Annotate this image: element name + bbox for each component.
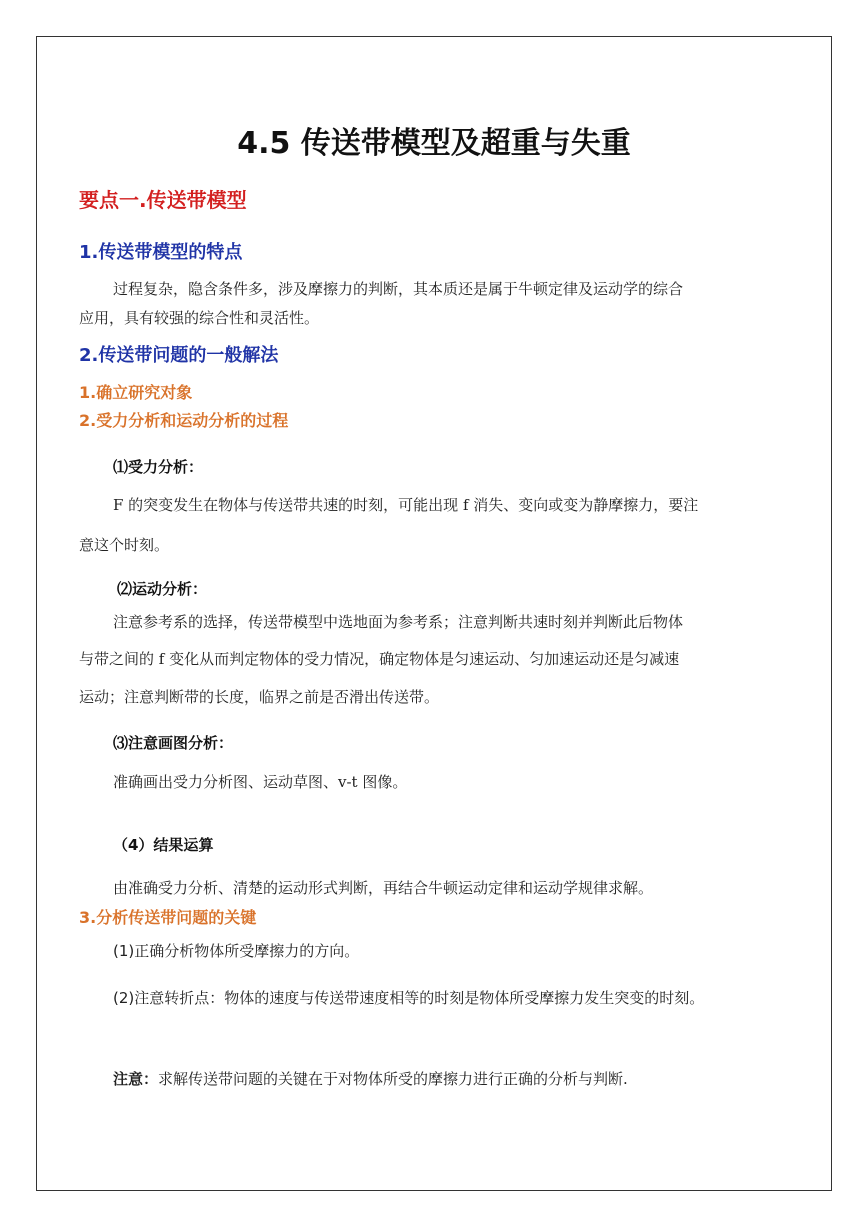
note: [113, 1068, 628, 1089]
paragraph-line: 意这个时刻。: [79, 536, 170, 554]
step-heading-3: 3.分析传送带问题的关键: [79, 908, 257, 927]
paragraph-line: 应用，具有较强的综合性和灵活性。: [79, 309, 320, 327]
drawing-analysis-label: ⑶注意画图分析：: [113, 734, 234, 752]
paragraph-line: 过程复杂，隐含条件多，涉及摩擦力的判断，其本质还是属于牛顿定律及运动学的综合: [113, 280, 684, 298]
paragraph-line: 注意参考系的选择，传送带模型中选地面为参考系；注意判断共速时刻并判断此后物体: [113, 613, 684, 631]
step-heading-2: 2.受力分析和运动分析的过程: [79, 411, 289, 430]
note-text: 求解传送带问题的关键在于对物体所受的摩擦力进行正确的分析与判断.: [158, 1070, 628, 1088]
step-heading-1: 1.确立研究对象: [79, 383, 193, 402]
result-calculation-label: （4）结果运算: [113, 836, 214, 854]
section-heading: 要点一.传送带模型: [79, 188, 247, 212]
paragraph-line: 与带之间的 f 变化从而判定物体的受力情况，确定物体是匀速运动、匀加速运动还是匀减速: [79, 650, 680, 668]
note-label: 注意：: [113, 1070, 159, 1088]
motion-analysis-label: ⑵运动分析：: [117, 580, 208, 598]
subsection-heading-1: 1.传送带模型的特点: [79, 242, 243, 263]
page-title: 4.5 传送带模型及超重与失重: [237, 126, 631, 161]
paragraph-line: F 的突变发生在物体与传送带共速的时刻，可能出现 f 消失、变向或变为静摩擦力，要注: [113, 496, 699, 514]
subsection-heading-2: 2.传送带问题的一般解法: [79, 345, 279, 366]
key-point-2: (2)注意转折点：物体的速度与传送带速度相等的时刻是物体所受摩擦力发生突变的时刻。: [113, 989, 705, 1007]
paragraph-line: 运动；注意判断带的长度，临界之前是否滑出传送带。: [79, 688, 440, 706]
key-point-1: (1)正确分析物体所受摩擦力的方向。: [113, 942, 360, 960]
paragraph-line: 由准确受力分析、清楚的运动形式判断，再结合牛顿运动定律和运动学规律求解。: [113, 879, 654, 897]
force-analysis-label: ⑴受力分析：: [113, 458, 204, 476]
paragraph-line: 准确画出受力分析图、运动草图、v-t 图像。: [113, 773, 408, 791]
